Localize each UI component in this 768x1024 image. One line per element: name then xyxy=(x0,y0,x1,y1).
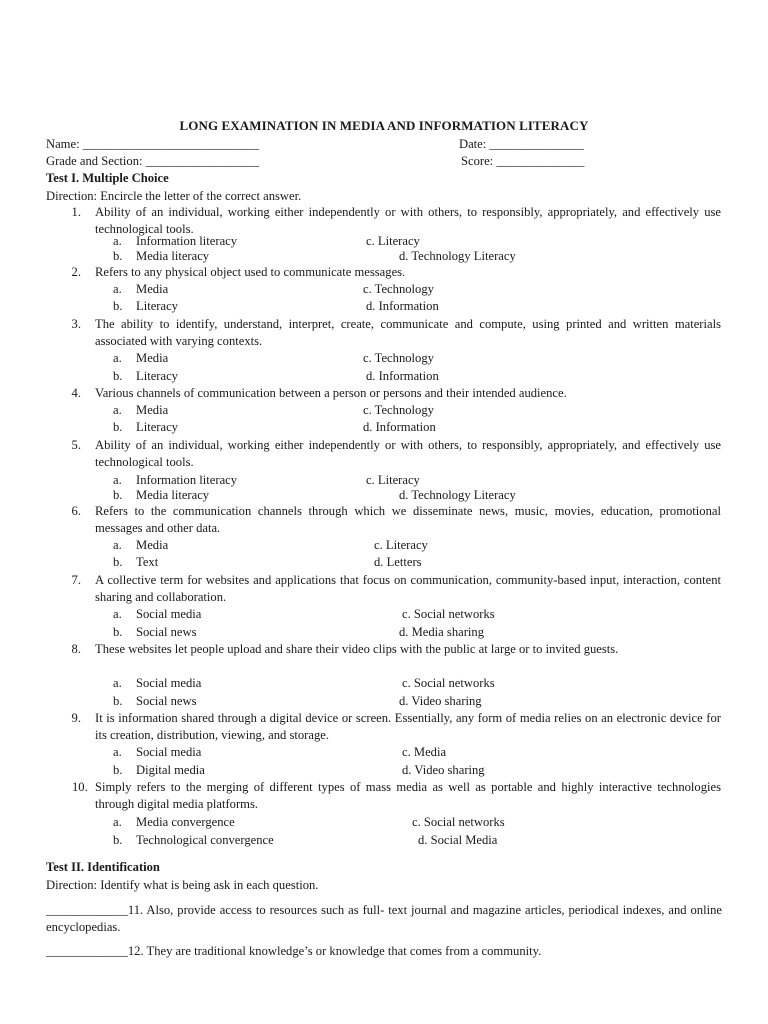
choice-a: Social media xyxy=(136,676,202,690)
choice-letter-b: b. xyxy=(113,625,123,639)
choice-d: d. Letters xyxy=(374,555,422,569)
choice-letter-b: b. xyxy=(113,299,123,313)
identification-item: _____________11. Also, provide access to resources such as full- text journal and magazine articles, periodical indexes, and online encyclopedias. xyxy=(46,903,722,934)
choice-letter-b: b. xyxy=(113,420,123,434)
question-text: A collective term for websites and applications that focus on communication, community-based input, interaction, content sharing and collaboration. xyxy=(95,573,721,604)
date-field-label: Date: _______________ xyxy=(459,137,584,151)
choice-b: Media literacy xyxy=(136,249,210,263)
question-number: 4. xyxy=(71,386,81,400)
question-text: The ability to identify, understand, interpret, create, communicate and compute, using printed and written materials associated with varying contexts. xyxy=(95,317,721,348)
test2-direction: Direction: Identify what is being ask in each question. xyxy=(46,878,319,892)
choice-letter-b: b. xyxy=(113,249,123,263)
question-text: Simply refers to the merging of different types of mass media as well as portable and highly interactive technologies through digital media platforms. xyxy=(95,780,721,811)
choice-letter-a: a. xyxy=(113,815,122,829)
choice-c: c. Technology xyxy=(363,282,434,296)
choice-letter-b: b. xyxy=(113,833,123,847)
question-text: These websites let people upload and share their video clips with the public at large or to invited guests. xyxy=(95,642,619,656)
choice-a: Media convergence xyxy=(136,815,235,829)
choice-b: Literacy xyxy=(136,420,178,434)
question-number: 1. xyxy=(71,205,81,219)
question-number: 2. xyxy=(71,265,81,279)
choice-c: c. Literacy xyxy=(366,234,420,248)
choice-letter-b: b. xyxy=(113,555,123,569)
choice-b: Media literacy xyxy=(136,488,210,502)
score-field-label: Score: ______________ xyxy=(461,154,585,168)
choice-b: Technological convergence xyxy=(136,833,274,847)
choice-b: Literacy xyxy=(136,299,178,313)
choice-d: d. Technology Literacy xyxy=(399,249,516,263)
question-text: Ability of an individual, working either independently or with others, to responsibly, appropriately, and effectively use technological tools. xyxy=(95,205,721,236)
choice-b: Literacy xyxy=(136,369,178,383)
choice-c: c. Media xyxy=(402,745,447,759)
question-text: Refers to the communication channels through which we disseminate news, music, movies, education, promotional messages and other data. xyxy=(95,504,721,535)
choice-letter-a: a. xyxy=(113,234,122,248)
question-number: 9. xyxy=(71,711,81,725)
question-text: Various channels of communication between a person or persons and their intended audience. xyxy=(95,386,567,400)
test1-direction: Direction: Encircle the letter of the correct answer. xyxy=(46,189,302,203)
choice-b: Social news xyxy=(136,625,197,639)
choice-c: c. Social networks xyxy=(412,815,505,829)
choice-letter-a: a. xyxy=(113,676,122,690)
choice-b: Text xyxy=(136,555,159,569)
identification-item: _____________12. They are traditional knowledge’s or knowledge that comes from a community. xyxy=(46,944,542,958)
choice-d: d. Video sharing xyxy=(399,694,482,708)
choice-c: c. Technology xyxy=(363,351,434,365)
choice-letter-a: a. xyxy=(113,403,122,417)
choice-a: Media xyxy=(136,538,169,552)
choice-letter-b: b. xyxy=(113,488,123,502)
choice-b: Social news xyxy=(136,694,197,708)
test1-heading: Test I. Multiple Choice xyxy=(46,171,169,185)
choice-a: Media xyxy=(136,403,169,417)
test2-heading: Test II. Identification xyxy=(46,860,160,874)
choice-d: d. Information xyxy=(366,299,439,313)
choice-c: c. Social networks xyxy=(402,676,495,690)
choice-letter-a: a. xyxy=(113,351,122,365)
choice-letter-a: a. xyxy=(113,607,122,621)
choice-letter-a: a. xyxy=(113,745,122,759)
choice-d: d. Media sharing xyxy=(399,625,484,639)
choice-d: d. Video sharing xyxy=(402,763,485,777)
choice-letter-a: a. xyxy=(113,473,122,487)
choice-letter-b: b. xyxy=(113,694,123,708)
choice-a: Information literacy xyxy=(136,234,238,248)
question-number: 8. xyxy=(71,642,81,656)
question-number: 10. xyxy=(72,780,88,794)
grade-section-field-label: Grade and Section: __________________ xyxy=(46,154,260,168)
choice-d: d. Information xyxy=(366,369,439,383)
question-number: 6. xyxy=(71,504,81,518)
question-number: 5. xyxy=(71,438,81,452)
choice-letter-a: a. xyxy=(113,282,122,296)
question-text: Ability of an individual, working either independently or with others, to responsibly, appropriately, and effectively use technological tools. xyxy=(95,438,721,469)
choice-c: c. Literacy xyxy=(374,538,428,552)
question-text: It is information shared through a digital device or screen. Essentially, any form of media relies on an electronic device for its creation, distribution, viewing, and storage. xyxy=(95,711,721,742)
choice-a: Media xyxy=(136,351,169,365)
question-text: Refers to any physical object used to communicate messages. xyxy=(95,265,406,279)
choice-letter-a: a. xyxy=(113,538,122,552)
choice-letter-b: b. xyxy=(113,763,123,777)
question-number: 3. xyxy=(71,317,81,331)
choice-d: d. Technology Literacy xyxy=(399,488,516,502)
exam-title: LONG EXAMINATION IN MEDIA AND INFORMATION LITERACY xyxy=(179,118,589,133)
choice-c: c. Technology xyxy=(363,403,434,417)
choice-c: c. Social networks xyxy=(402,607,495,621)
choice-a: Information literacy xyxy=(136,473,238,487)
choice-b: Digital media xyxy=(136,763,205,777)
choice-a: Social media xyxy=(136,607,202,621)
choice-d: d. Information xyxy=(363,420,436,434)
choice-d: d. Social Media xyxy=(418,833,498,847)
name-field-label: Name: ____________________________ xyxy=(46,137,260,151)
choice-c: c. Literacy xyxy=(366,473,420,487)
choice-letter-b: b. xyxy=(113,369,123,383)
choice-a: Media xyxy=(136,282,169,296)
question-number: 7. xyxy=(71,573,81,587)
choice-a: Social media xyxy=(136,745,202,759)
